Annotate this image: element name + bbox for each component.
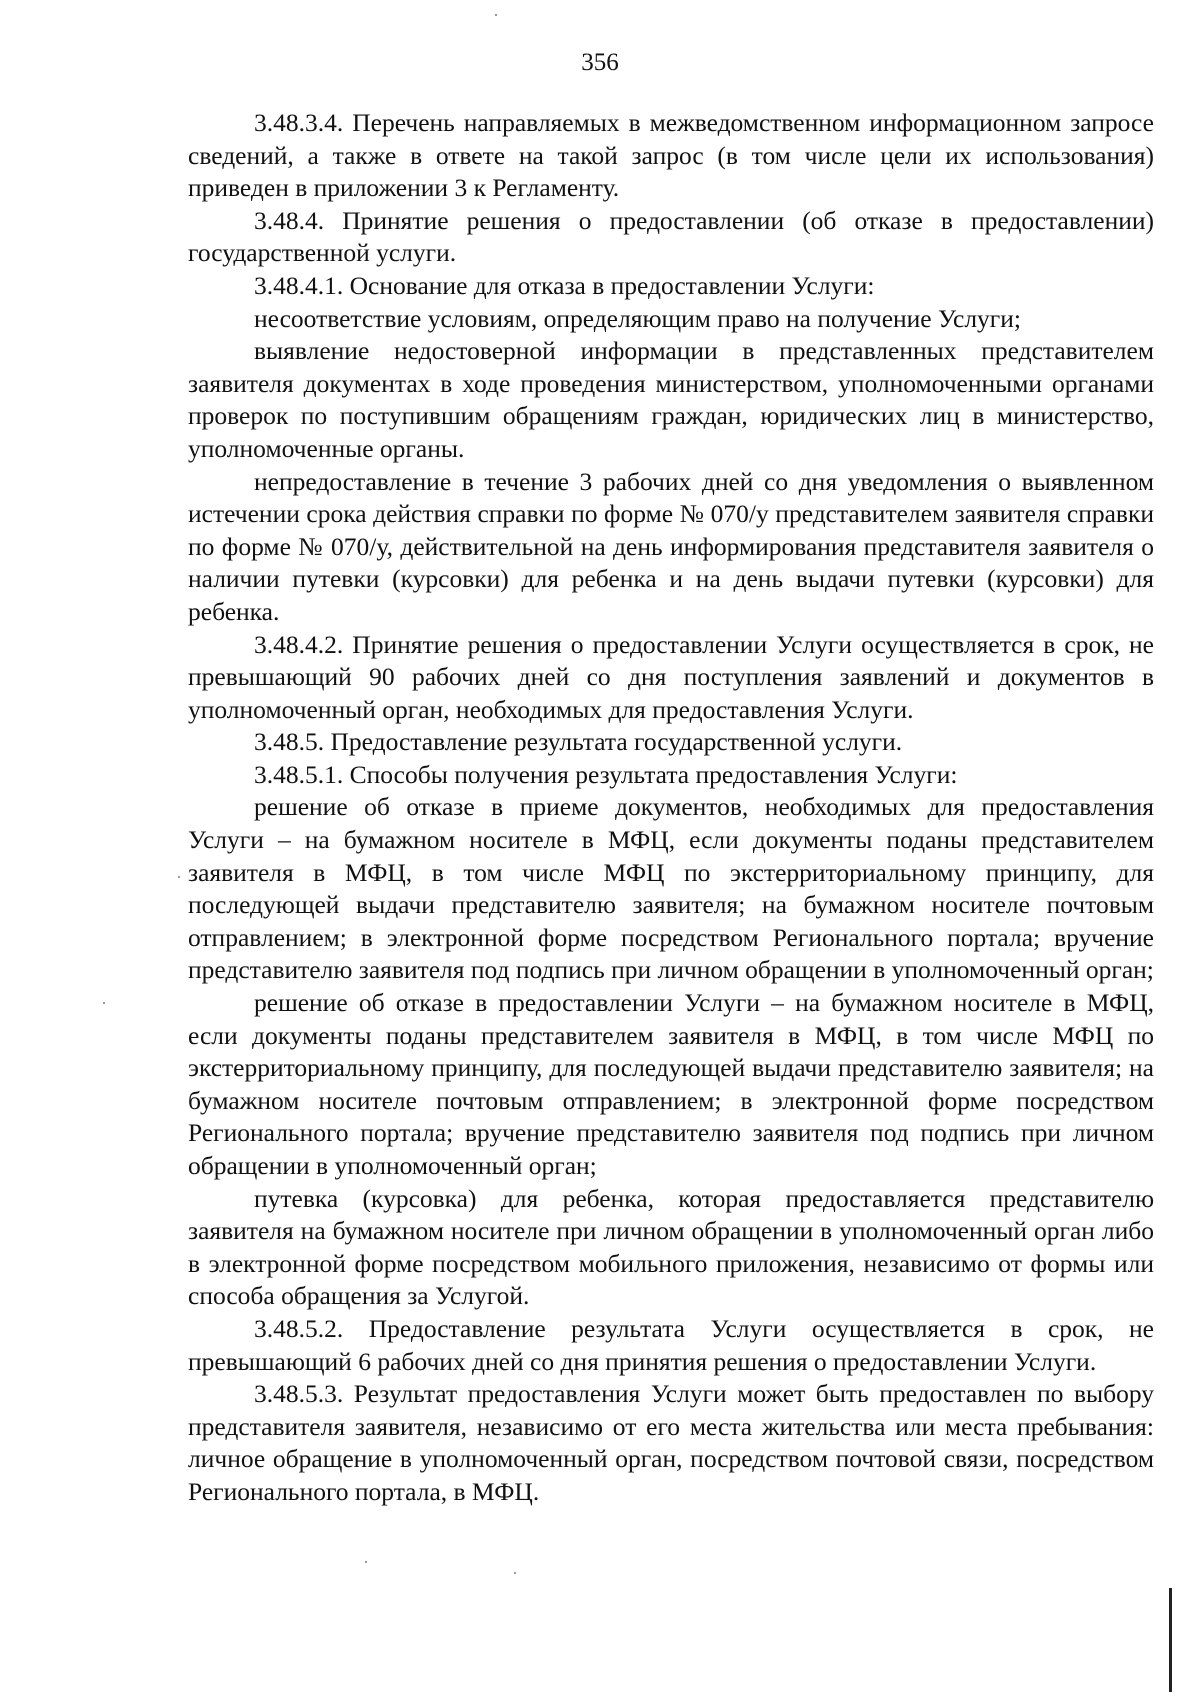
paragraph-3-48-5-1: 3.48.5.1. Способы получения результата предоставления Услуги: bbox=[254, 759, 958, 789]
page-number: 356 bbox=[581, 49, 619, 76]
scan-speck bbox=[365, 1561, 367, 1563]
paragraph-3-48-5: 3.48.5. Предоставление результата государственной услуги. bbox=[254, 727, 903, 757]
paragraph-3-48-5-3: 3.48.5.3. Результат предоставления Услуги может быть предоставлен по выбору представителя заявителя, независимо от его места жительства или места пребывания: личное обращение в уполномоченный орган, посредством почтовой связи, посредством Регионального портала, в МФЦ. bbox=[188, 1379, 1154, 1506]
paragraph-3-48-4-2: 3.48.4.2. Принятие решения о предоставлении Услуги осуществляется в срок, не превышающий 90 рабочих дней со дня поступления заявлений и документов в уполномоченный орган, необходимых для предоставления Услуги. bbox=[188, 629, 1154, 724]
document-body bbox=[188, 107, 1154, 1509]
scan-speck bbox=[178, 876, 180, 878]
paragraph-3-48-5-2: 3.48.5.2. Предоставление результата Услуги осуществляется в срок, не превышающий 6 рабочих дней со дня принятия решения о предоставлении Услуги. bbox=[188, 1313, 1154, 1376]
paragraph-refusal-ground-2: выявление недостоверной информации в представленных представителем заявителя документах в ходе проведения министерством, уполномоченными органами проверок по поступившим обращениям граждан, юридических лиц в министерство, уполномоченные органы. bbox=[188, 336, 1154, 463]
scan-edge-mark bbox=[1169, 1588, 1172, 1692]
paragraph-3-48-4-1: 3.48.4.1. Основание для отказа в предоставлении Услуги: bbox=[254, 270, 875, 300]
scan-speck bbox=[514, 1572, 516, 1574]
paragraph-3-48-3-4: 3.48.3.4. Перечень направляемых в межведомственном информационном запросе сведений, а также в ответе на такой запрос (в том числе цели их использования) приведен в приложении 3 к Регламенту. bbox=[188, 108, 1154, 203]
paragraph-result-method-2: решение об отказе в предоставлении Услуги – на бумажном носителе в МФЦ, если документы поданы представителем заявителя в МФЦ, в том числе МФЦ по экстерриториальному принципу, для последующей выдачи представителю заявителя; на бумажном носителе почтовым отправлением; в электронной форме посредством Регионального портала; вручение представителю заявителя под подпись при личном обращении в уполномоченный орган; bbox=[188, 988, 1154, 1180]
paragraph-3-48-4: 3.48.4. Принятие решения о предоставлении (об отказе в предоставлении) государственной услуги. bbox=[188, 205, 1154, 268]
scan-speck bbox=[495, 14, 497, 16]
paragraph-result-method-3: путевка (курсовка) для ребенка, которая предоставляется представителю заявителя на бумажном носителе при личном обращении в уполномоченный орган либо в электронной форме посредством мобильного приложения, независимо от формы или способа обращения за Услугой. bbox=[188, 1183, 1154, 1311]
scan-speck bbox=[103, 1002, 105, 1004]
paragraph-refusal-ground-1: несоответствие условиям, определяющим право на получение Услуги; bbox=[254, 303, 1021, 333]
paragraph-result-method-1: решение об отказе в приеме документов, необходимых для предоставления Услуги – на бумажном носителе в МФЦ, если документы поданы представителем заявителя в МФЦ, в том числе МФЦ по экстерриториальному принципу, для последующей выдачи представителю заявителя; на бумажном носителе почтовым отправлением; в электронной форме посредством Регионального портала; вручение представителю заявителя под подпись при личном обращении в уполномоченный орган; bbox=[188, 792, 1154, 985]
paragraph-refusal-ground-3: непредоставление в течение 3 рабочих дней со дня уведомления о выявленном истечении срока действия справки по форме № 070/у представителем заявителя справки по форме № 070/у, действительной на день информирования представителя заявителя о наличии путевки (курсовки) для ребенка и на день выдачи путевки (курсовки) для ребенка. bbox=[188, 466, 1154, 626]
